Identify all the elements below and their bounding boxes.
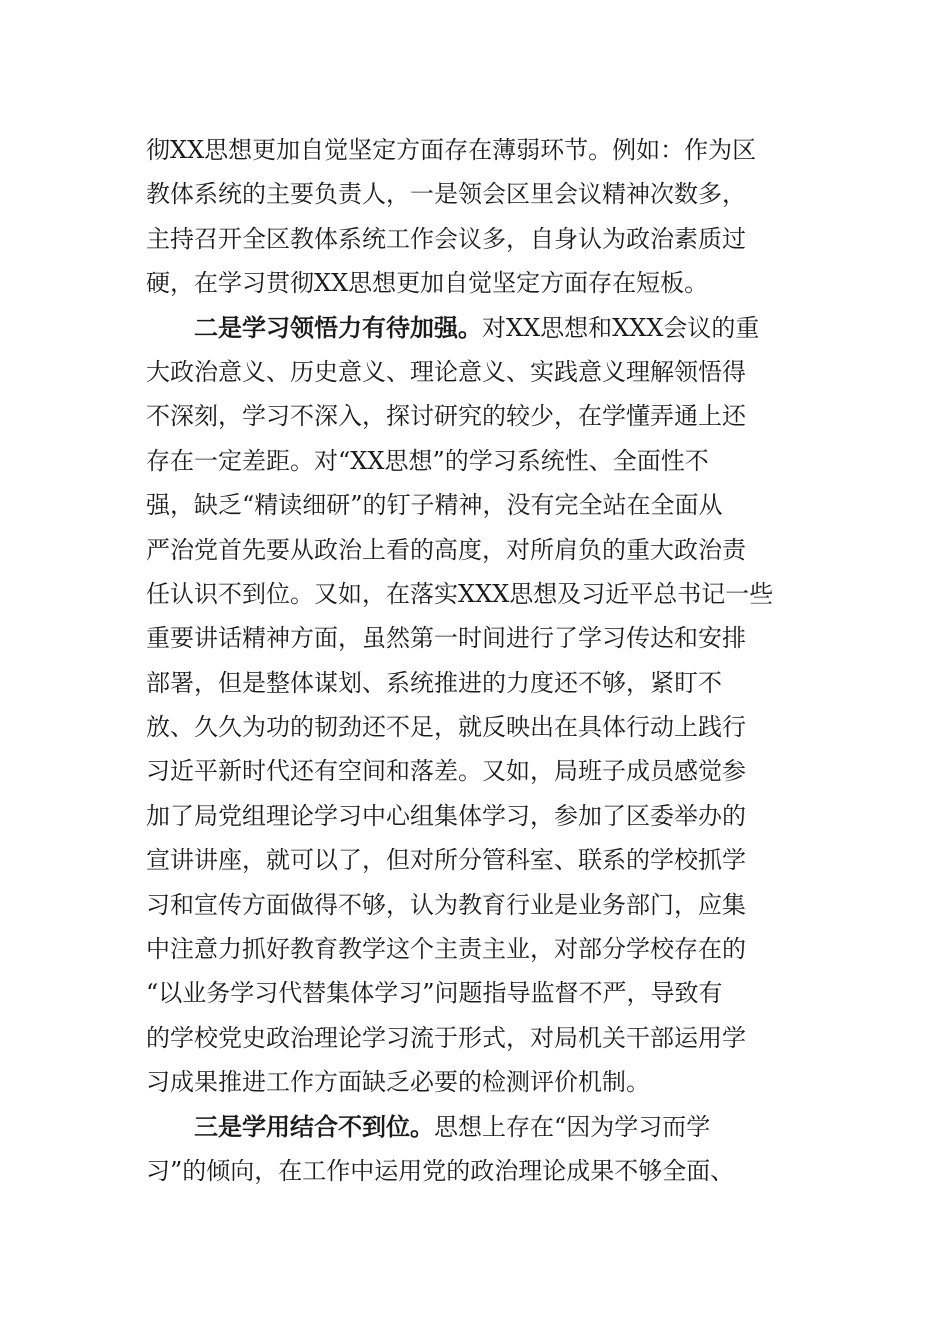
text-line: 严治党首先要从政治上看的高度，对所肩负的重大政治责	[146, 535, 746, 564]
text-line: 大政治意义、历史意义、理论意义、实践意义理解领悟得	[146, 357, 746, 386]
paragraph-2	[146, 306, 810, 1105]
paragraph-2-heading: 二是学习领悟力有待加强。	[194, 312, 482, 342]
document-body	[146, 128, 810, 1193]
text-line: 教体系统的主要负责人，一是领会区里会议精神次数多，	[146, 180, 746, 209]
paragraph-3	[146, 1105, 810, 1194]
text-line: 硬，在学习贯彻XX思想更加自觉坚定方面存在短板。	[146, 269, 709, 298]
text-line: 放、久久为功的韧劲还不足，就反映出在具体行动上践行	[146, 713, 746, 742]
text-line: 中注意力抓好教育教学这个主责主业，对部分学校存在的	[146, 935, 746, 964]
text-line: 彻XX思想更加自觉坚定方面存在薄弱环节。例如：作为区	[146, 136, 757, 164]
paragraph-3-heading: 三是学用结合不到位。	[194, 1111, 434, 1141]
paragraph-2-first-line-text: 对XX思想和XXX会议的重	[482, 313, 760, 342]
text-line: 习成果推进工作方面缺乏必要的检测评价机制。	[146, 1068, 650, 1097]
text-line: “以业务学习代替集体学习”问题指导监督不严，导致有	[146, 979, 723, 1008]
paragraph-2-first-line	[146, 306, 810, 350]
text-line: 习”的倾向，在工作中运用党的政治理论成果不够全面、	[146, 1156, 735, 1185]
text-line: 存在一定差距。对“XX思想”的学习系统性、全面性不	[146, 446, 709, 475]
text-line: 习和宣传方面做得不够，认为教育行业是业务部门，应集	[146, 890, 746, 919]
text-line: 重要讲话精神方面，虽然第一时间进行了学习传达和安排	[146, 624, 746, 653]
text-line: 的学校党史政治理论学习流于形式，对局机关干部运用学	[146, 1023, 746, 1052]
paragraph-3-first-line-text: 思想上存在“因为学习而学	[434, 1112, 711, 1141]
text-line: 宣讲讲座，就可以了，但对所分管科室、联系的学校抓学	[146, 846, 746, 875]
text-line: 习近平新时代还有空间和落差。又如，局班子成员感觉参	[146, 757, 746, 786]
text-line: 主持召开全区教体系统工作会议多，自身认为政治素质过	[146, 224, 746, 253]
text-line: 任认识不到位。又如，在落实XXX思想及习近平总书记一些	[146, 579, 774, 608]
text-line: 不深刻，学习不深入，探讨研究的较少，在学懂弄通上还	[146, 402, 746, 431]
text-line: 加了局党组理论学习中心组集体学习，参加了区委举办的	[146, 801, 746, 830]
text-line: 部署，但是整体谋划、系统推进的力度还不够，紧盯不	[146, 668, 722, 697]
paragraph-3-first-line	[146, 1105, 810, 1149]
text-line: 强，缺乏“精读细研”的钉子精神，没有完全站在全面从	[146, 491, 723, 520]
paragraph-1	[146, 128, 810, 306]
